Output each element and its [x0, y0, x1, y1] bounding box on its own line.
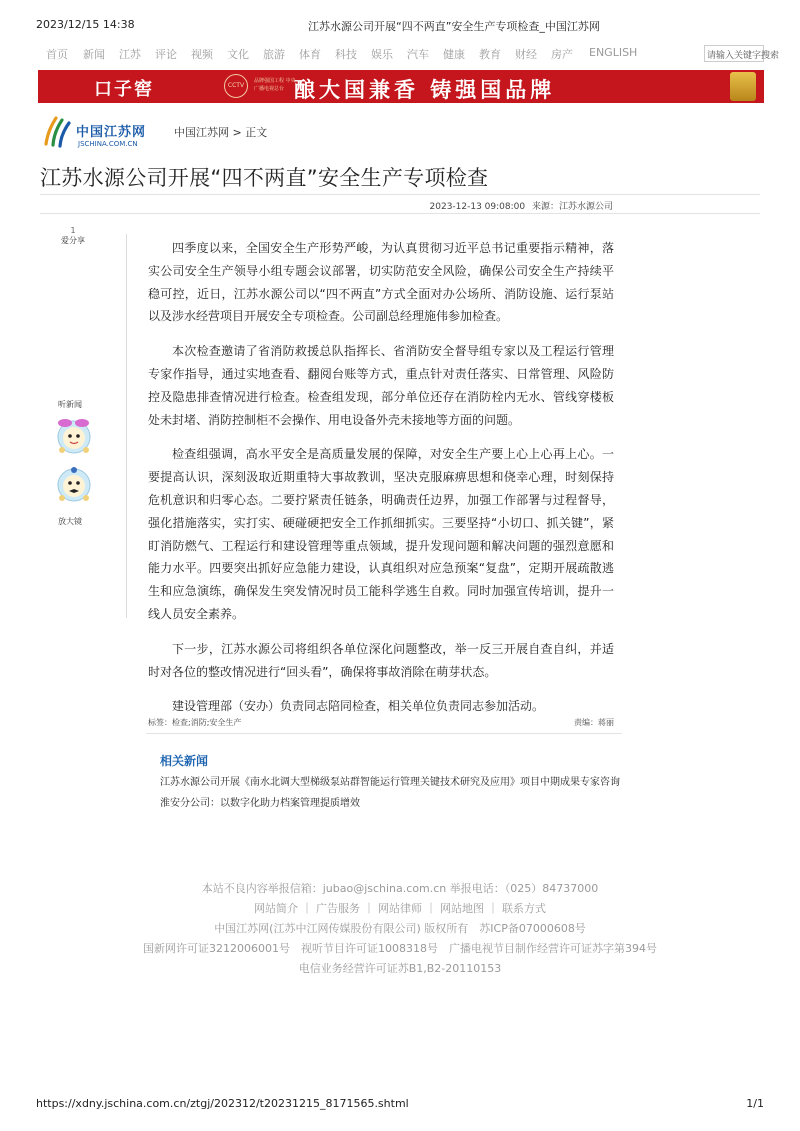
- sidebar-divider: [126, 234, 127, 618]
- top-nav: [38, 45, 780, 62]
- nav-item-culture[interactable]: 文化: [227, 48, 249, 61]
- nav-item-education[interactable]: 教育: [479, 48, 501, 61]
- print-footer: [36, 1097, 764, 1111]
- breadcrumb[interactable]: 中国江苏网 > 正文: [174, 126, 268, 139]
- print-datetime: 2023/12/15 14:38: [36, 18, 135, 31]
- share-count: 1: [70, 226, 76, 235]
- share-label[interactable]: 爱分享: [61, 236, 85, 245]
- related-news-item[interactable]: 江苏水源公司开展《南水北调大型梯级泵站群智能运行管理关键技术研究及应用》项目中期成果专家咨询: [160, 777, 620, 788]
- share-widget[interactable]: [56, 226, 90, 246]
- nav-item-comment[interactable]: 评论: [155, 48, 177, 61]
- print-page-title: 江苏水源公司开展“四不两直”安全生产专项检查_中国江苏网: [308, 20, 600, 33]
- related-news-title: 相关新闻: [160, 754, 209, 768]
- banner-slogan: 酿大国兼香 铸强国品牌: [294, 77, 556, 102]
- banner-badge-caption: 品牌强国工程 中央广播电视总台: [254, 78, 296, 92]
- article-body: [148, 237, 614, 730]
- nav-item-finance[interactable]: 财经: [515, 48, 537, 61]
- title-divider: [40, 194, 760, 195]
- print-url: https://xdny.jschina.com.cn/ztgj/202312/t20231215_8171565.shtml: [36, 1097, 409, 1110]
- banner-ad[interactable]: [38, 70, 764, 103]
- article-title: 江苏水源公司开展“四不两直”安全生产专项检查: [40, 166, 489, 190]
- article-editor: 责编：蒋丽: [574, 718, 614, 727]
- nav-item-video[interactable]: 视频: [191, 48, 213, 61]
- nav-item-news[interactable]: 新闻: [83, 48, 105, 61]
- tags-divider: [146, 733, 622, 734]
- article-tags[interactable]: 标签：检查;消防;安全生产: [148, 718, 242, 727]
- article-paragraph: 检查组强调，高水平安全是高质量发展的保障，对安全生产要上心上心再上心。一要提高认识，深刻汲取近期重特大事故教训，坚决克服麻痹思想和侥幸心理，时刻保持危机意识和归零心态。二要拧紧责任链条，明确责任边界，加强工作部署与过程督导，强化措施落实，实打实、硬碰硬把安全工作抓细抓实。三要坚持“小切口、抓关键”，紧盯消防燃气、工程运行和建设管理等重点领域，提升发现问题和解决问题的强烈意愿和能力水平。四要突出抓好应急能力建设，认真组织对应急预案“复盘”，定期开展疏散逃生和应急演练，确保发生突发情况时员工能科学逃生自救。同时加强宣传培训，提升一线人员安全素养。: [148, 447, 614, 621]
- footer-telecom-license: 电信业务经营许可证苏B1,B2-20110153: [298, 962, 502, 975]
- footer-links[interactable]: 网站简介 ｜ 广告服务 ｜ 网站律师 ｜ 网站地图 ｜ 联系方式: [254, 902, 546, 915]
- footer-copyright: 中国江苏网(江苏中江网传媒股份有限公司) 版权所有 苏ICP备07000608号: [214, 922, 586, 935]
- nav-item-entertainment[interactable]: 娱乐: [371, 48, 393, 61]
- print-header: [36, 18, 764, 32]
- nav-item-health[interactable]: 健康: [443, 48, 465, 61]
- nav-item-english[interactable]: ENGLISH: [589, 46, 638, 59]
- article-meta: [426, 199, 613, 212]
- nav-item-travel[interactable]: 旅游: [263, 48, 285, 61]
- related-news-list: [160, 774, 626, 816]
- article-source: 来源：江苏水源公司: [531, 202, 613, 212]
- footer-licenses: 国新网许可证3212006001号 视听节目许可证1008318号 广播电视节目制作经营许可证苏字第394号: [143, 942, 657, 955]
- cctv-badge-icon: CCTV: [224, 74, 248, 98]
- site-footer: [0, 879, 800, 979]
- listen-news-label[interactable]: 听新闻: [58, 400, 82, 409]
- bottle-icon: [730, 72, 756, 101]
- nav-item-home[interactable]: 首页: [46, 48, 68, 61]
- print-page-number: 1/1: [746, 1097, 764, 1110]
- zoom-label[interactable]: 放大镜: [58, 517, 82, 526]
- article-paragraph: 下一步，江苏水源公司将组织各单位深化问题整改，举一反三开展自查自纠，并适时对各位的整改情况进行“回头看”，确保将事故消除在萌芽状态。: [148, 641, 614, 679]
- logo-text-cn: 中国江苏网: [76, 125, 147, 140]
- article-paragraph: 本次检查邀请了省消防救援总队指挥长、省消防安全督导组专家以及工程运行管理专家作指导，通过实地查看、翻阅台账等方式，重点针对责任落实、日常管理、风险防控及隐患排查情况进行检查。检查组发现，部分单位还存在消防栓内无水、管线穿楼板处未封堵、消防控制柜不会操作、用电设备外壳未接地等方面的问题。: [148, 344, 614, 427]
- nav-item-jiangsu[interactable]: 江苏: [119, 48, 141, 61]
- article-datetime: 2023-12-13 09:08:00: [429, 202, 526, 212]
- search-input[interactable]: 请输入关键字搜索: [704, 45, 764, 62]
- zoom-mascot-icon[interactable]: [52, 464, 96, 504]
- article-paragraph: 建设管理部（安办）负责同志陪同检查，相关单位负责同志参加活动。: [172, 699, 545, 714]
- article-paragraph: 四季度以来，全国安全生产形势严峻，为认真贯彻习近平总书记重要指示精神，落实公司安全生产领导小组专题会议部署，切实防范安全风险，确保公司安全生产持续平稳可控，近日，江苏水源公司以“四不两直”方式全面对办公场所、消防设施、运行泵站以及涉水经营项目开展安全专项检查。公司副总经理施伟参加检查。: [148, 241, 614, 324]
- logo-text-en: JSCHINA.COM.CN: [78, 140, 138, 148]
- banner-brand: 口子窖: [94, 79, 154, 100]
- related-news-item[interactable]: 淮安分公司：以数字化助力档案管理提质增效: [160, 798, 360, 809]
- footer-report-line: 本站不良内容举报信箱：jubao@jschina.com.cn 举报电话：（025）84737000: [201, 882, 599, 895]
- nav-item-sports[interactable]: 体育: [299, 48, 321, 61]
- listen-mascot-icon[interactable]: [52, 415, 96, 455]
- logo-mark-icon: [42, 114, 72, 148]
- nav-item-auto[interactable]: 汽车: [407, 48, 429, 61]
- nav-item-house[interactable]: 房产: [551, 48, 573, 61]
- meta-divider: [40, 213, 760, 214]
- site-logo[interactable]: [40, 114, 154, 154]
- nav-item-tech[interactable]: 科技: [335, 48, 357, 61]
